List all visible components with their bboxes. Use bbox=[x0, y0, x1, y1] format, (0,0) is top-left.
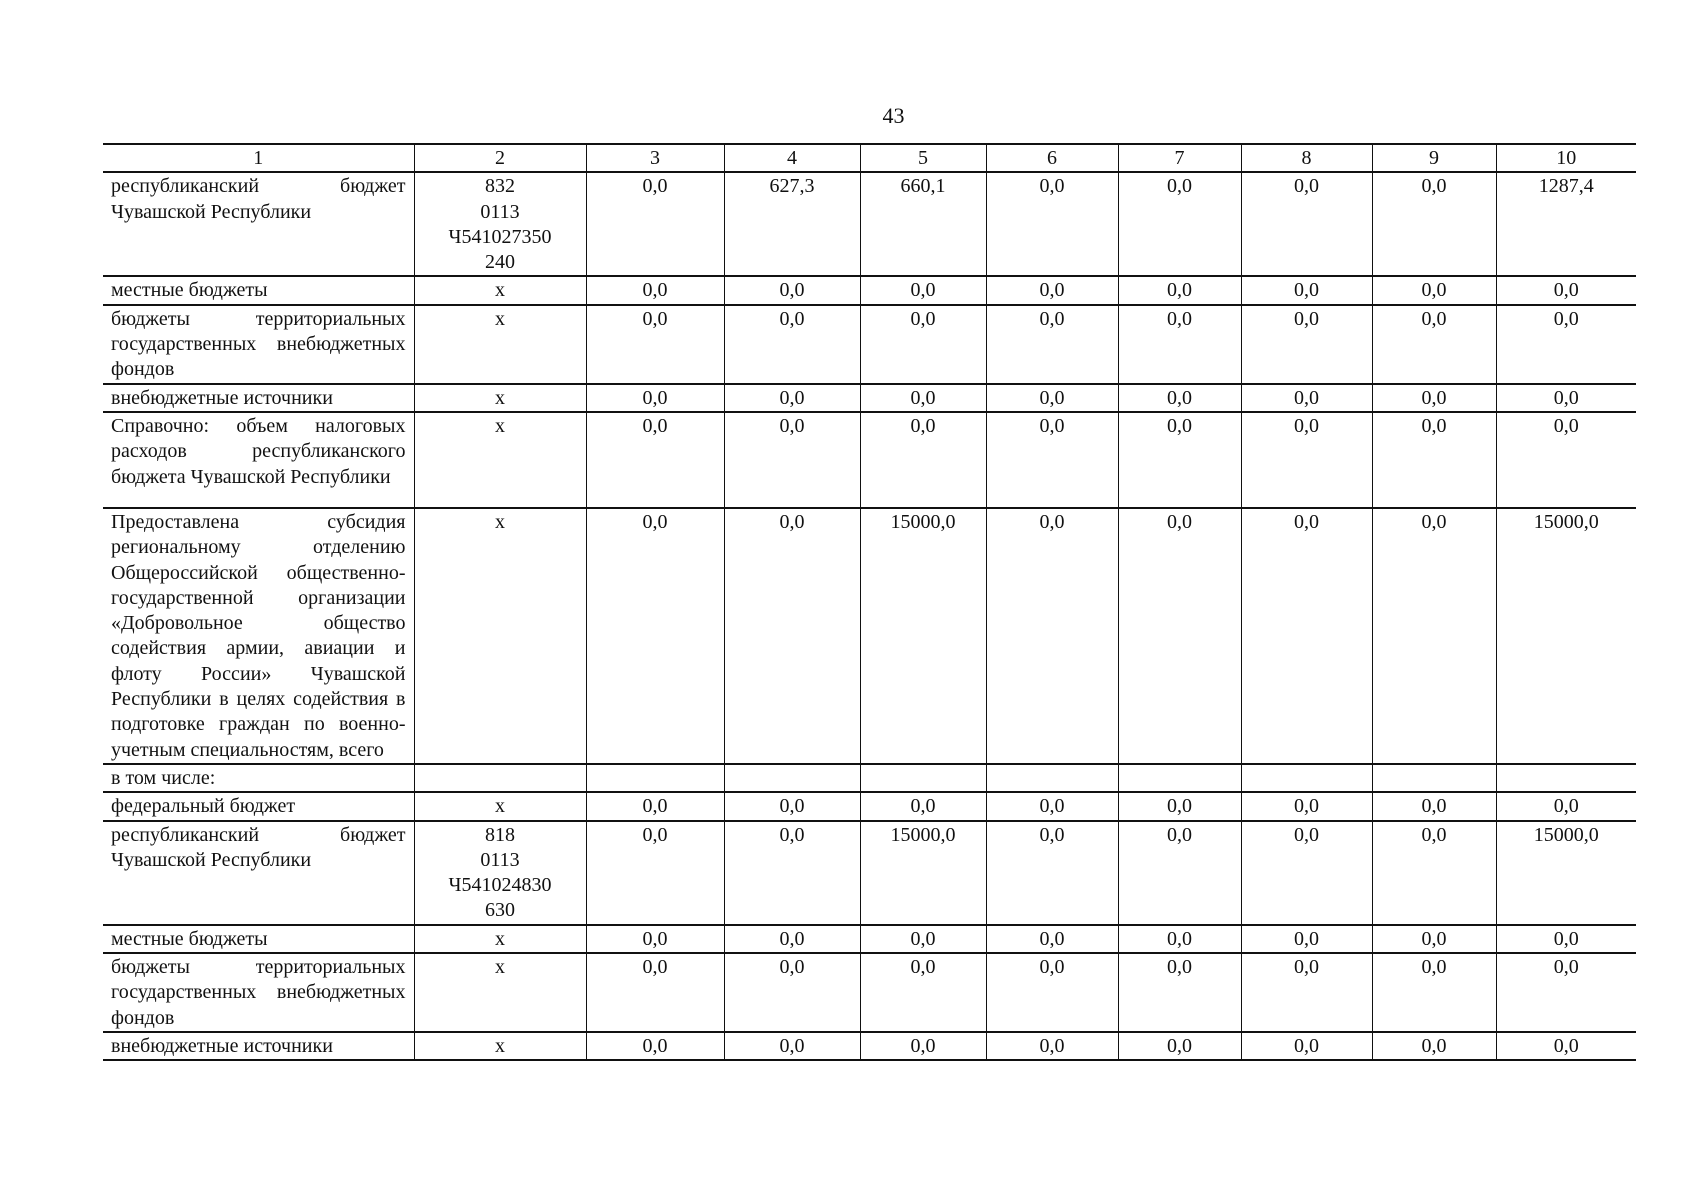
value-cell: 0,0 bbox=[586, 508, 724, 764]
value-cell: 15000,0 bbox=[860, 821, 986, 925]
table-row bbox=[103, 792, 1636, 820]
value-cell: 0,0 bbox=[724, 508, 860, 764]
value-cell: 0,0 bbox=[1118, 172, 1241, 276]
row-label: Предоставлена субсидия региональному отделению Общероссийской общественно-государственной организации «Добровольное общество содействия армии, авиации и флоту России» Чувашской Республики в целях содействия в подготовке граждан по военно-учетным специальностям, всего bbox=[103, 508, 414, 764]
row-label: республиканский бюджет Чувашской Республики bbox=[103, 821, 414, 925]
value-cell: 0,0 bbox=[724, 792, 860, 820]
column-number: 5 bbox=[860, 144, 986, 172]
value-cell: 0,0 bbox=[860, 276, 986, 304]
value-cell: 0,0 bbox=[860, 412, 986, 508]
column-number: 1 bbox=[103, 144, 414, 172]
value-cell: 0,0 bbox=[986, 172, 1118, 276]
value-cell: 0,0 bbox=[1241, 821, 1372, 925]
table-body bbox=[103, 144, 1636, 1060]
budget-code-line: 0113 bbox=[480, 848, 520, 871]
row-label: федеральный бюджет bbox=[103, 792, 414, 820]
budget-code bbox=[414, 821, 586, 925]
value-cell bbox=[986, 764, 1118, 792]
row-label: республиканский бюджет Чувашской Республики bbox=[103, 172, 414, 276]
value-cell: 0,0 bbox=[1372, 821, 1496, 925]
table-row bbox=[103, 953, 1636, 1032]
value-cell: 0,0 bbox=[724, 953, 860, 1032]
value-cell: 0,0 bbox=[1496, 276, 1636, 304]
value-cell: 0,0 bbox=[1241, 305, 1372, 384]
table-row bbox=[103, 305, 1636, 384]
value-cell: 0,0 bbox=[986, 953, 1118, 1032]
value-cell: 0,0 bbox=[860, 925, 986, 953]
value-cell: 0,0 bbox=[586, 172, 724, 276]
value-cell: 0,0 bbox=[1372, 508, 1496, 764]
row-label: в том числе: bbox=[103, 764, 414, 792]
value-cell: 15000,0 bbox=[1496, 508, 1636, 764]
value-cell: 0,0 bbox=[1372, 305, 1496, 384]
value-cell: 15000,0 bbox=[860, 508, 986, 764]
value-cell: 1287,4 bbox=[1496, 172, 1636, 276]
value-cell: 0,0 bbox=[860, 953, 986, 1032]
budget-code bbox=[414, 412, 586, 508]
budget-code bbox=[414, 508, 586, 764]
column-number: 10 bbox=[1496, 144, 1636, 172]
value-cell: 0,0 bbox=[724, 925, 860, 953]
column-number: 2 bbox=[414, 144, 586, 172]
budget-code bbox=[414, 953, 586, 1032]
budget-code-line: 630 bbox=[485, 899, 515, 922]
value-cell: 0,0 bbox=[1241, 792, 1372, 820]
budget-code-line: Ч541024830 bbox=[448, 874, 552, 897]
value-cell: 0,0 bbox=[724, 276, 860, 304]
value-cell: 0,0 bbox=[986, 925, 1118, 953]
table-row bbox=[103, 412, 1636, 508]
budget-code-line: х bbox=[495, 927, 505, 950]
value-cell: 0,0 bbox=[724, 305, 860, 384]
value-cell: 0,0 bbox=[986, 1032, 1118, 1060]
column-number-row bbox=[103, 144, 1636, 172]
row-label: бюджеты территориальных государственных внебюджетных фондов bbox=[103, 305, 414, 384]
value-cell: 660,1 bbox=[860, 172, 986, 276]
value-cell: 0,0 bbox=[860, 384, 986, 412]
value-cell bbox=[586, 764, 724, 792]
value-cell: 0,0 bbox=[586, 305, 724, 384]
value-cell: 0,0 bbox=[1496, 953, 1636, 1032]
row-label: местные бюджеты bbox=[103, 925, 414, 953]
budget-code bbox=[414, 1032, 586, 1060]
budget-code-line: х bbox=[495, 956, 505, 979]
value-cell: 0,0 bbox=[1241, 508, 1372, 764]
budget-code-line: х bbox=[495, 510, 505, 533]
value-cell: 0,0 bbox=[1372, 792, 1496, 820]
value-cell: 0,0 bbox=[986, 384, 1118, 412]
table-row bbox=[103, 172, 1636, 276]
budget-code-line: х bbox=[495, 279, 505, 302]
value-cell: 0,0 bbox=[724, 412, 860, 508]
value-cell: 0,0 bbox=[1372, 1032, 1496, 1060]
value-cell bbox=[860, 764, 986, 792]
value-cell: 0,0 bbox=[1118, 953, 1241, 1032]
value-cell: 0,0 bbox=[586, 953, 724, 1032]
value-cell: 0,0 bbox=[1372, 412, 1496, 508]
value-cell: 0,0 bbox=[986, 821, 1118, 925]
value-cell: 0,0 bbox=[1241, 925, 1372, 953]
budget-code-line: 818 bbox=[485, 823, 515, 846]
value-cell: 0,0 bbox=[1118, 305, 1241, 384]
table-row bbox=[103, 925, 1636, 953]
budget-code bbox=[414, 764, 586, 792]
budget-code-line: 0113 bbox=[480, 200, 520, 223]
value-cell: 0,0 bbox=[586, 1032, 724, 1060]
value-cell: 0,0 bbox=[586, 276, 724, 304]
value-cell: 627,3 bbox=[724, 172, 860, 276]
value-cell: 0,0 bbox=[724, 384, 860, 412]
table-row bbox=[103, 764, 1636, 792]
value-cell: 0,0 bbox=[1372, 172, 1496, 276]
table-row bbox=[103, 1032, 1636, 1060]
row-label: бюджеты территориальных государственных внебюджетных фондов bbox=[103, 953, 414, 1032]
value-cell: 0,0 bbox=[1496, 384, 1636, 412]
column-number: 7 bbox=[1118, 144, 1241, 172]
value-cell: 0,0 bbox=[1118, 384, 1241, 412]
budget-code-line: Ч541027350 bbox=[448, 225, 552, 248]
row-label: Справочно: объем налоговых расходов республиканского бюджета Чувашской Республики bbox=[103, 412, 414, 508]
budget-code-line: 832 bbox=[485, 175, 515, 198]
value-cell: 15000,0 bbox=[1496, 821, 1636, 925]
value-cell: 0,0 bbox=[1496, 792, 1636, 820]
value-cell bbox=[1372, 764, 1496, 792]
value-cell: 0,0 bbox=[1118, 821, 1241, 925]
column-number: 4 bbox=[724, 144, 860, 172]
value-cell bbox=[724, 764, 860, 792]
value-cell: 0,0 bbox=[986, 792, 1118, 820]
column-number: 6 bbox=[986, 144, 1118, 172]
budget-code-line: х bbox=[495, 386, 505, 409]
value-cell: 0,0 bbox=[1118, 276, 1241, 304]
value-cell: 0,0 bbox=[1241, 412, 1372, 508]
budget-code bbox=[414, 276, 586, 304]
row-label: местные бюджеты bbox=[103, 276, 414, 304]
value-cell: 0,0 bbox=[586, 412, 724, 508]
column-number: 8 bbox=[1241, 144, 1372, 172]
value-cell: 0,0 bbox=[1241, 953, 1372, 1032]
budget-code-line: х bbox=[495, 307, 505, 330]
value-cell: 0,0 bbox=[1372, 925, 1496, 953]
value-cell: 0,0 bbox=[1496, 925, 1636, 953]
value-cell: 0,0 bbox=[1496, 1032, 1636, 1060]
budget-code bbox=[414, 172, 586, 276]
value-cell: 0,0 bbox=[986, 276, 1118, 304]
value-cell: 0,0 bbox=[860, 1032, 986, 1060]
value-cell: 0,0 bbox=[1241, 276, 1372, 304]
value-cell: 0,0 bbox=[586, 792, 724, 820]
value-cell: 0,0 bbox=[1372, 953, 1496, 1032]
value-cell: 0,0 bbox=[1118, 792, 1241, 820]
value-cell: 0,0 bbox=[1118, 508, 1241, 764]
budget-code bbox=[414, 305, 586, 384]
value-cell: 0,0 bbox=[1372, 276, 1496, 304]
value-cell: 0,0 bbox=[724, 1032, 860, 1060]
value-cell: 0,0 bbox=[1496, 305, 1636, 384]
value-cell: 0,0 bbox=[586, 384, 724, 412]
value-cell: 0,0 bbox=[860, 305, 986, 384]
column-number: 9 bbox=[1372, 144, 1496, 172]
value-cell: 0,0 bbox=[1241, 384, 1372, 412]
budget-code-line: х bbox=[495, 795, 505, 818]
value-cell: 0,0 bbox=[724, 821, 860, 925]
row-label: внебюджетные источники bbox=[103, 384, 414, 412]
budget-code bbox=[414, 792, 586, 820]
value-cell: 0,0 bbox=[1241, 1032, 1372, 1060]
budget-table bbox=[103, 143, 1636, 1061]
value-cell: 0,0 bbox=[986, 412, 1118, 508]
value-cell: 0,0 bbox=[1241, 172, 1372, 276]
value-cell bbox=[1118, 764, 1241, 792]
table-row bbox=[103, 821, 1636, 925]
page-number: 43 bbox=[882, 103, 905, 128]
value-cell: 0,0 bbox=[1118, 925, 1241, 953]
value-cell bbox=[1241, 764, 1372, 792]
value-cell: 0,0 bbox=[986, 305, 1118, 384]
budget-code-line: 240 bbox=[485, 251, 515, 274]
table-row bbox=[103, 508, 1636, 764]
value-cell: 0,0 bbox=[986, 508, 1118, 764]
table-row bbox=[103, 276, 1636, 304]
value-cell: 0,0 bbox=[586, 925, 724, 953]
value-cell: 0,0 bbox=[1118, 1032, 1241, 1060]
budget-code-line: х bbox=[495, 1034, 505, 1057]
budget-code-line: х bbox=[495, 414, 505, 437]
row-label: внебюджетные источники bbox=[103, 1032, 414, 1060]
value-cell: 0,0 bbox=[860, 792, 986, 820]
value-cell: 0,0 bbox=[1118, 412, 1241, 508]
column-number: 3 bbox=[586, 144, 724, 172]
budget-code bbox=[414, 384, 586, 412]
table-row bbox=[103, 384, 1636, 412]
value-cell: 0,0 bbox=[586, 821, 724, 925]
budget-code bbox=[414, 925, 586, 953]
value-cell bbox=[1496, 764, 1636, 792]
value-cell: 0,0 bbox=[1372, 384, 1496, 412]
value-cell: 0,0 bbox=[1496, 412, 1636, 508]
